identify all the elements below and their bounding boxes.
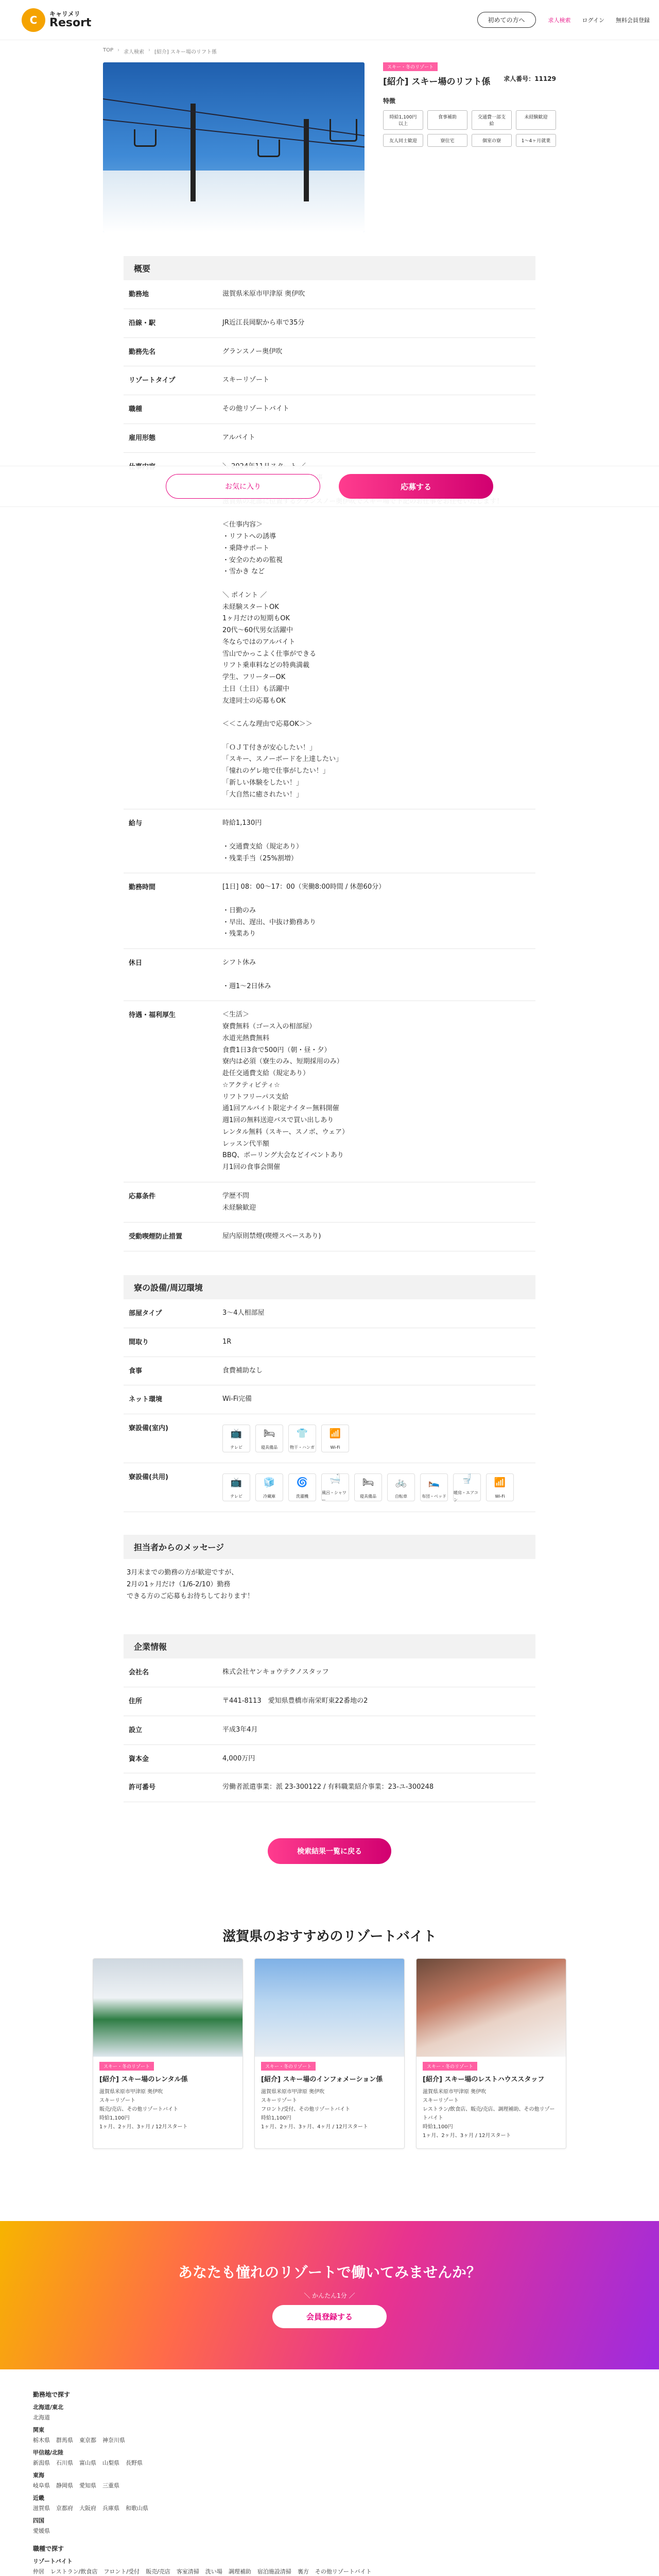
first-visit-button[interactable]: 初めての方へ (477, 12, 536, 28)
nav-register[interactable]: 無料会員登録 (616, 16, 650, 24)
footer-link[interactable]: 裏方 (297, 2568, 309, 2575)
hanger-icon: 👕 (296, 1428, 308, 1439)
info-row-value: ＜生活＞ 寮費無料（ゴース入の相部屋） 水道光熱費無料 食費1日3食で500円（朝・昼・夕） 寮内は必須（寮生のみ、短期採用のみ） 赴任交通費支給（規定あり） ☆アクティビティ☆ リフトフリーパス支給 通1回アルバイト限定ナイター無料開催 週1回の無料送迎バスで買い出しあり レンタル無料（スキー、スノボ、ウェア） レッスン代半額 BBQ、ボーリング大会などイベントあり 月1回の食事会開催 (222, 1011, 349, 1171)
footer-link[interactable]: 仲居 (33, 2568, 44, 2575)
info-row (124, 1223, 535, 1251)
breadcrumb (103, 40, 556, 62)
footer-area-links (33, 2436, 626, 2444)
footer-area-group: 甲信越/北陸 (33, 2449, 64, 2456)
recommend-card-image (417, 1959, 566, 2057)
info-row-value: 時給1,130円 ・交通費支給（規定あり） ・残業手当（25%割増） (222, 819, 303, 862)
footer-link[interactable]: 洗い場 (205, 2568, 222, 2575)
recommend-card-body (417, 2057, 566, 2148)
info-row-value: アルバイト (222, 433, 255, 442)
facility-item (222, 1473, 250, 1501)
company-section (124, 1634, 535, 1802)
info-row (124, 309, 535, 338)
facility-item (486, 1473, 514, 1501)
feature-chip: 交通費一部支給 (472, 110, 512, 130)
nav-job-search[interactable]: 求人検索 (548, 16, 571, 24)
info-row (124, 1385, 535, 1414)
footer-link[interactable]: その他リゾートバイト (315, 2568, 372, 2575)
facility-label: テレビ (230, 1494, 242, 1499)
info-row-label: 資本金 (129, 1755, 149, 1763)
footer-link[interactable]: 客室清掃 (176, 2568, 199, 2575)
facility-label: 寝具備品 (261, 1445, 278, 1450)
wifi-icon: 📶 (494, 1477, 506, 1488)
facility-item (321, 1425, 349, 1452)
info-row-label: リゾートタイプ (129, 377, 176, 385)
company-title: 企業情報 (124, 1634, 535, 1658)
banner-heading: あなたも憧れのリゾートで働いてみませんか？ (178, 2264, 481, 2281)
footer-link[interactable]: 群馬県 (56, 2437, 73, 2444)
facility-item (255, 1473, 283, 1501)
logo-top: キャリメリ (49, 10, 80, 18)
recommend-card-body (255, 2057, 404, 2140)
tv-icon: 📺 (230, 1428, 242, 1439)
feature-chip: 個室の寮 (472, 134, 512, 147)
features-heading: 特徴 (383, 97, 396, 105)
info-row-value: [1日] 08：00〜17：00（実働8:00時間 / 休憩60分） ・日勤のみ ・早出、遅出、中抜け勤務あり ・残業あり (222, 883, 386, 938)
footer-link[interactable]: レストラン/飲食店 (50, 2568, 98, 2575)
info-row-label: 待遇・福利厚生 (129, 1011, 176, 1020)
dorm-private-label: 寮設備(室内) (129, 1425, 168, 1432)
facility-item (387, 1473, 415, 1501)
job-title: [紹介] スキー場のリフト係 (383, 77, 491, 87)
info-row (124, 1745, 535, 1774)
facility-item (453, 1473, 481, 1501)
facility-item (354, 1473, 382, 1501)
footer-link[interactable]: 愛知県 (79, 2482, 96, 2489)
washer-icon: 🌀 (296, 1477, 308, 1488)
breadcrumb-current: [紹介] スキー場のリフト係 (154, 49, 217, 55)
message-title: 担当者からのメッセージ (124, 1535, 535, 1559)
info-row (124, 424, 535, 453)
info-row (124, 366, 535, 395)
footer-link[interactable]: 販売/売店 (146, 2568, 170, 2575)
logo-bottom: Resort (49, 16, 92, 30)
facility-label: 洗濯機 (296, 1494, 308, 1499)
footer-link[interactable]: 北海道 (33, 2414, 50, 2421)
facility-label: 布団・ベッド (422, 1494, 446, 1499)
footer-area-group: 近畿 (33, 2495, 44, 2501)
info-row-label: 住所 (129, 1698, 143, 1705)
info-row (124, 949, 535, 1001)
nav-login[interactable]: ログイン (582, 16, 604, 24)
recommend-card-image (255, 1959, 404, 2057)
facility-label: Wi-Fi (330, 1445, 340, 1450)
footer-link[interactable]: 和歌山県 (126, 2505, 148, 2512)
bicycle-icon: 🚲 (395, 1477, 407, 1488)
info-row-value: 食費補助なし (222, 1366, 263, 1375)
tv-icon: 📺 (230, 1477, 242, 1488)
overview-title: 概要 (124, 256, 535, 280)
dorm-title: 寮の設備/周辺環境 (124, 1275, 535, 1299)
footer-area-group: 四国 (33, 2517, 44, 2524)
recommend-title: 滋賀県のおすすめのリゾートバイト (222, 1929, 437, 1944)
recommend-card-tag: スキー・冬のリゾート (99, 2062, 154, 2071)
facility-label: 物干・ハンガ (290, 1445, 315, 1450)
info-row-value: 滋賀県米原市甲津原 奥伊吹 (222, 290, 305, 298)
sticky-cta-bar (0, 466, 659, 507)
recommend-card-body (93, 2057, 242, 2140)
footer-link[interactable]: 東京都 (79, 2437, 96, 2444)
info-row-label: 受動喫煙防止措置 (129, 1233, 183, 1241)
footer-link[interactable]: 神奈川県 (102, 2437, 125, 2444)
apply-button[interactable]: 応募する (339, 474, 493, 499)
footer-area-group: 関東 (33, 2427, 44, 2433)
features-list (383, 110, 556, 147)
info-row-label: 雇用形態 (129, 434, 156, 442)
footer-area-group: 北海道/東北 (33, 2404, 64, 2411)
info-row (124, 1687, 535, 1716)
footer-link[interactable]: 三重県 (102, 2482, 119, 2489)
back-to-results-button[interactable]: 検索結果一覧に戻る (268, 1838, 391, 1864)
banner-register-button[interactable]: 会員登録する (272, 2305, 387, 2328)
info-row-label: 会社名 (129, 1669, 149, 1677)
info-row-value: ＜仕事内容＞ ・リフトへの誘導 ・乗降サポート ・安全のための監視 ・雪かき など ＼ ポイント ／ 未経験スタートOK 1ヶ月だけの短期もOK 20代〜60代男女活躍中 冬ならではのアルバイト 雪山でかっこよく仕事ができる リフト乗車料などの特典満載 学生、フリーターOK 土日（土日）も活躍中 友達同士の応募もOK ＜＜こんな理由で応募OK＞＞ 「ＯＪＴ付きが安心したい！」 「スキー、スノーボードを上達したい」 「憧れのゲレ地で仕事がしたい！」 「新しい体験をしたい！」 「大自然に癒されたい！」 (222, 521, 343, 799)
recommend-card-image (93, 1959, 242, 2057)
info-row (124, 1716, 535, 1745)
footer-area-links (33, 2413, 626, 2421)
footer-area-group: 東海 (33, 2472, 44, 2479)
footer-link[interactable]: 京都府 (56, 2505, 73, 2512)
bedding-icon: 🛏 (263, 1428, 275, 1439)
footer-link[interactable]: 大阪府 (79, 2505, 96, 2512)
dorm-shared-row (124, 1463, 535, 1512)
lift-chair (257, 140, 280, 157)
info-row (124, 873, 535, 949)
job-number: 求人番号：11129 (504, 75, 556, 82)
info-row-label: 職種 (129, 405, 143, 413)
footer-link[interactable]: 岐阜県 (33, 2482, 50, 2489)
footer-link[interactable]: 静岡県 (56, 2482, 73, 2489)
facility-item (321, 1473, 349, 1501)
info-row-value: 屋内原則禁煙(喫煙スペースあり) (222, 1232, 321, 1241)
footer-link[interactable]: 栃木県 (33, 2437, 50, 2444)
recommend-card[interactable] (416, 1958, 566, 2149)
recommend-card-tag: スキー・冬のリゾート (261, 2062, 316, 2071)
info-row-value: 平成3年4月 (222, 1725, 258, 1734)
footer-job-title: 職種で探す (33, 2545, 64, 2552)
breadcrumb-search[interactable]: 求人検索 (124, 49, 145, 55)
recommend-card-desc: 滋賀県米原市甲津原 奥伊吹 スキーリゾート フロント/受付、その他リゾートバイト 時給1,100円 1ヶ月、2ヶ月、3ヶ月、4ヶ月 / 12月スタート (261, 2089, 368, 2130)
info-row-label: 食事 (129, 1367, 143, 1375)
recommend-card-desc: 滋賀県米原市甲津原 奥伊吹 スキーリゾート 販売/売店、その他リゾートバイト 時給1,100円 1ヶ月、2ヶ月、3ヶ月 / 12月スタート (99, 2089, 188, 2130)
footer-area-links (33, 2481, 626, 2489)
info-row-value: 1R (222, 1337, 232, 1346)
info-row (124, 1182, 535, 1223)
recommend-card-tag: スキー・冬のリゾート (423, 2062, 477, 2071)
dorm-section (124, 1275, 535, 1512)
info-row-value: グランスノー奥伊吹 (222, 347, 283, 355)
hero-image (103, 62, 365, 232)
footer-area-title: 勤務地で探す (33, 2391, 71, 2398)
info-row-value: JR近江長岡駅から車で35分 (222, 318, 305, 327)
lift-tower (304, 119, 309, 201)
recommend-card[interactable] (93, 1958, 243, 2149)
lift-chair (134, 129, 157, 147)
bed-icon: 🛌 (428, 1477, 440, 1488)
site-header (0, 0, 659, 40)
info-row-label: 設立 (129, 1726, 143, 1734)
info-row-value: その他リゾートバイト (222, 405, 289, 413)
facility-item (288, 1473, 316, 1501)
breadcrumb-separator: › (117, 47, 120, 53)
info-row-label: 応募条件 (129, 1192, 156, 1200)
info-row (124, 1773, 535, 1802)
facility-item (420, 1473, 448, 1501)
info-row (124, 1299, 535, 1328)
recommend-card-title[interactable]: [紹介] スキー場のレストハウススタッフ (423, 2076, 545, 2083)
footer-link[interactable]: 調理補助 (228, 2568, 251, 2575)
footer-area-links (33, 2504, 626, 2512)
info-row-label: 休日 (129, 959, 143, 967)
footer-area-links (33, 2527, 626, 2535)
footer-link[interactable]: 山梨県 (102, 2460, 119, 2466)
info-row-value: 3〜4人相部屋 (222, 1309, 265, 1317)
feature-chip: 未経験歓迎 (516, 110, 556, 130)
info-row (124, 1357, 535, 1386)
message-body: 3月末までの勤務の方が歓迎ですが、 2月の1ヶ月だけ（1/6-2/10）勤務 できる方のご応募もお待ちしております！ (127, 1569, 254, 1600)
lift-chair (330, 119, 357, 142)
info-row (124, 338, 535, 367)
feature-chip: 食事補助 (427, 110, 467, 130)
info-row-value: 〒441-8113 愛知県豊橋市南栄町東22番地の2 (222, 1697, 368, 1705)
info-row-label: 許可番号 (129, 1784, 156, 1792)
footer-job-sub: リゾートバイト (33, 2558, 73, 2565)
info-row-label: 勤務時間 (129, 884, 156, 892)
fridge-icon: 🧊 (263, 1477, 275, 1488)
info-row (124, 1328, 535, 1357)
recommend-card-title[interactable]: [紹介] スキー場のレンタル係 (99, 2076, 188, 2083)
info-row-value: 学歴不問 未経験歓迎 (222, 1192, 256, 1212)
register-banner (0, 2221, 659, 2369)
message-section (124, 1535, 535, 1611)
info-row-label: 勤務地 (129, 291, 149, 298)
info-row-value: Wi-Fi完備 (222, 1395, 252, 1403)
footer-area-links (33, 2459, 626, 2467)
breadcrumb-separator: › (148, 47, 151, 53)
footer-link[interactable]: 滋賀県 (33, 2505, 50, 2512)
info-row-label: 部屋タイプ (129, 1310, 162, 1317)
info-row-label: 給与 (129, 820, 143, 828)
info-row (124, 1001, 535, 1182)
info-row (124, 809, 535, 873)
recommend-card-title[interactable]: [紹介] スキー場のインフォメーション係 (261, 2076, 383, 2083)
info-row (124, 395, 535, 424)
info-row-label: ネット環境 (129, 1396, 163, 1404)
info-row-value: スキーリゾート (222, 376, 270, 384)
feature-chip: 友人同士歓迎 (383, 134, 423, 147)
facility-item (288, 1425, 316, 1452)
category-tag: スキー・冬のリゾート (383, 62, 438, 71)
favorite-button[interactable]: お気に入り (166, 474, 320, 499)
facility-label: 寝具備品 (360, 1494, 376, 1499)
facility-label: テレビ (230, 1445, 242, 1450)
overview-section (124, 256, 535, 1251)
logo-badge-icon: C (22, 8, 45, 32)
info-row-value: シフト休み ・週1〜2日休み (222, 959, 271, 990)
feature-chip: 時給1,100円以上 (383, 110, 423, 130)
facility-item (222, 1425, 250, 1452)
footer-link[interactable]: 愛媛県 (33, 2528, 50, 2534)
bedding-icon: 🛏 (362, 1477, 374, 1488)
footer-link[interactable]: 石川県 (56, 2460, 73, 2466)
footer-link[interactable]: フロント/受付 (103, 2568, 140, 2575)
facility-label: 暖房・エアコン (454, 1490, 478, 1502)
info-row-value: 4,000万円 (222, 1754, 255, 1762)
info-row-label: 沿線・駅 (129, 319, 156, 327)
info-row-value: 労働者派遣事業：派 23-300122 / 有料職業紹介事業：23-ユ-300248 (222, 1783, 434, 1791)
info-row (124, 280, 535, 309)
banner-sub: ＼ かんたん1分 ／ (304, 2292, 355, 2299)
recommend-list (93, 1958, 566, 2149)
recommend-card[interactable] (254, 1958, 405, 2149)
breadcrumb-top[interactable]: TOP (103, 47, 114, 53)
facility-label: Wi-Fi (495, 1494, 505, 1499)
dorm-shared-label: 寮設備(共用) (129, 1473, 168, 1481)
info-row (124, 1658, 535, 1687)
info-row-label: 勤務先名 (129, 348, 156, 356)
feature-chip: 1〜4ヶ月就業 (516, 134, 556, 147)
footer-link[interactable]: 兵庫県 (102, 2505, 119, 2512)
site-logo[interactable] (22, 8, 91, 32)
footer-link[interactable]: 富山県 (79, 2460, 96, 2466)
wifi-icon: 📶 (329, 1428, 341, 1439)
feature-chip: 寮住宅 (427, 134, 467, 147)
facility-label: 自転車 (395, 1494, 407, 1499)
toilet-icon: 🚽 (461, 1473, 473, 1485)
info-row-label: 間取り (129, 1338, 149, 1346)
facility-item (255, 1425, 283, 1452)
site-footer (33, 2369, 626, 2576)
recommend-card-desc: 滋賀県米原市甲津原 奥伊吹 スキーリゾート レストラン/飲食店、販売/売店、調理補助、その他リゾートバイト 時給1,100円 1ヶ月、2ヶ月、3ヶ月 / 12月スタート (423, 2089, 555, 2139)
lift-tower (190, 104, 196, 201)
bath-icon: 🛁 (329, 1473, 341, 1485)
footer-link[interactable]: 宿泊施設清掃 (257, 2568, 291, 2575)
info-row-value: 株式会社ヤンキョウテクノスタッフ (222, 1668, 329, 1676)
facility-label: 冷蔵庫 (263, 1494, 275, 1499)
footer-link[interactable]: 新潟県 (33, 2460, 50, 2466)
dorm-private-row (124, 1414, 535, 1463)
footer-link[interactable]: 長野県 (126, 2460, 143, 2466)
facility-label: 風呂・シャワー (322, 1490, 346, 1502)
